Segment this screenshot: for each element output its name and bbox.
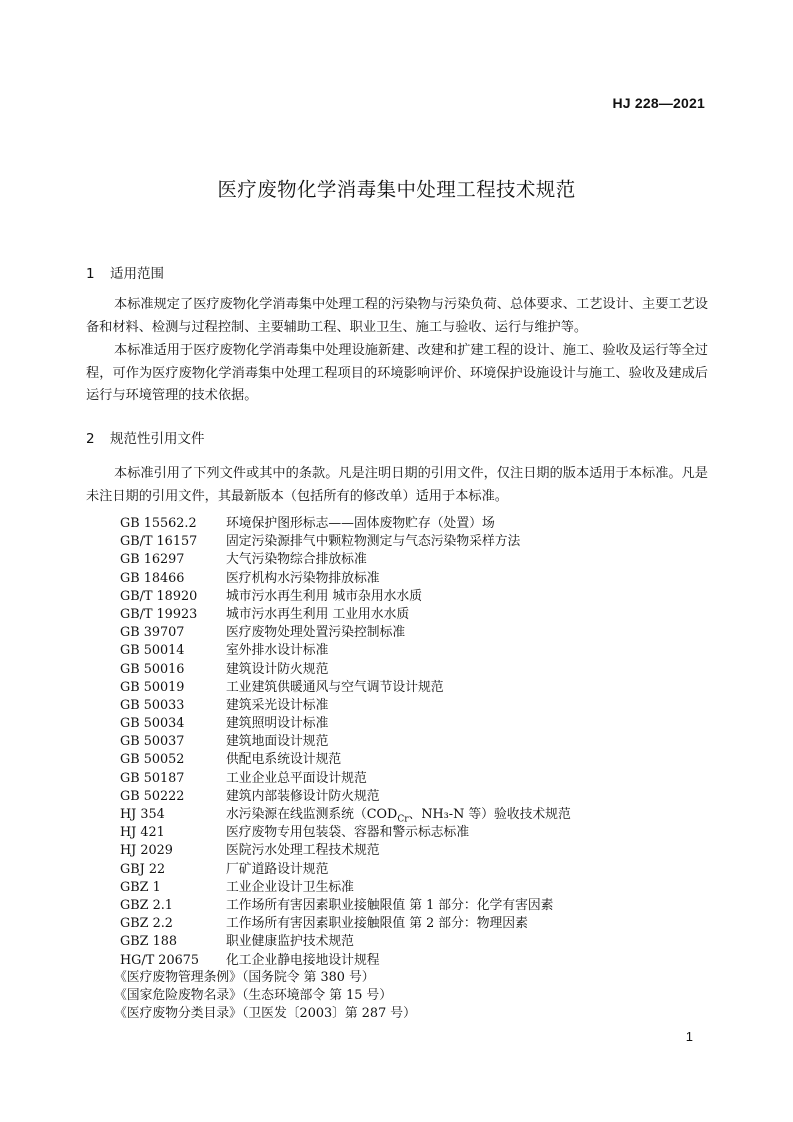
reference-name: 医疗废物处理处置污染控制标准 (226, 625, 406, 641)
section-heading-2 (86, 427, 205, 447)
reference-item (120, 770, 680, 788)
reference-item (120, 551, 680, 569)
reference-item (120, 533, 680, 551)
reference-item (120, 679, 680, 697)
reference-code: HJ 2029 (120, 843, 173, 859)
section-number: 1 (86, 266, 95, 282)
reference-item (120, 897, 680, 915)
reference-code: GB 50019 (120, 679, 185, 695)
reference-name: 职业健康监护技术规范 (226, 934, 354, 950)
reference-code: GB 50187 (120, 770, 185, 786)
section-1-paragraph-2: 本标准适用于医疗废物化学消毒集中处理设施新建、改建和扩建工程的设计、施工、验收及运行等全过程，可作为医疗废物化学消毒集中处理工程项目的环境影响评价、环境保护设施设计与施工、验收及建成后运行与环境管理的技术依据。 (86, 343, 708, 403)
reference-code: GB 50014 (120, 643, 185, 659)
reference-code: GB 15562.2 (120, 516, 197, 531)
section-title: 规范性引用文件 (110, 431, 205, 447)
reference-code: GB 50033 (120, 697, 185, 713)
reference-item (120, 788, 680, 806)
reference-item (120, 952, 680, 970)
section-title: 适用范围 (110, 266, 164, 282)
reference-name: 工业建筑供暖通风与空气调节设计规范 (226, 679, 444, 695)
standard-number: HJ 228—2021 (612, 95, 705, 111)
section-heading-1 (86, 262, 164, 282)
reference-name: 建筑照明设计标准 (226, 716, 329, 732)
reference-name: 建筑采光设计标准 (226, 697, 329, 713)
reference-item (120, 642, 680, 660)
reference-name-part: 水污染源在线监测系统（COD (226, 807, 398, 822)
reference-name: 城市污水再生利用 城市杂用水水质 (226, 588, 423, 604)
reference-item (120, 842, 680, 860)
reference-item (120, 515, 680, 533)
reference-item (120, 806, 680, 824)
reference-name: 医疗机构水污染物排放标准 (226, 570, 380, 586)
reference-code: GB 50222 (120, 788, 185, 804)
reference-item (120, 933, 680, 951)
reference-name: 医疗废物专用包装袋、容器和警示标志标准 (226, 825, 470, 841)
reference-item (120, 588, 680, 606)
document-title: 医疗废物化学消毒集中处理工程技术规范 (217, 178, 576, 201)
reference-item (120, 570, 680, 588)
reference-name: 建筑设计防火规范 (226, 661, 329, 677)
reference-item (120, 861, 680, 879)
reference-code: GBZ 2.2 (120, 916, 173, 932)
reference-item (120, 824, 680, 842)
reference-code: GB 50052 (120, 752, 185, 768)
reference-name: 建筑内部装修设计防火规范 (226, 788, 380, 804)
reference-code: GB 39707 (120, 625, 185, 641)
reference-code: GB/T 18920 (120, 588, 198, 604)
reference-name: 城市污水再生利用 工业用水水质 (226, 606, 410, 622)
reference-code: HJ 354 (120, 807, 165, 822)
reference-name-subscript: Cr (397, 814, 409, 825)
reference-code: GB/T 16157 (120, 534, 198, 550)
regulation-item: 《医疗废物分类目录》（卫医发〔2003〕第 287 号） (114, 1006, 416, 1022)
reference-name: 工作场所有害因素职业接触限值 第 2 部分：物理因素 (226, 916, 528, 932)
reference-item (120, 606, 680, 624)
regulation-list (114, 969, 416, 1024)
reference-name (226, 807, 571, 825)
reference-code: GBZ 1 (120, 879, 161, 895)
reference-name: 大气污染物综合排放标准 (226, 552, 367, 568)
reference-name: 厂矿道路设计规范 (226, 861, 329, 877)
regulation-item: 《医疗废物管理条例》（国务院令 第 380 号） (114, 970, 375, 985)
reference-code: GBZ 188 (120, 934, 178, 950)
reference-code: GB 16297 (120, 552, 185, 568)
reference-item (120, 879, 680, 897)
reference-item (120, 715, 680, 733)
reference-name: 供配电系统设计规范 (226, 752, 342, 768)
reference-name: 工业企业总平面设计规范 (226, 770, 367, 786)
reference-code: GBJ 22 (120, 861, 166, 877)
reference-item (120, 733, 680, 751)
reference-code: GB 50037 (120, 734, 185, 750)
reference-name: 建筑地面设计规范 (226, 734, 329, 750)
reference-name: 医院污水处理工程技术规范 (226, 843, 380, 859)
reference-item (120, 751, 680, 769)
reference-item (120, 624, 680, 642)
reference-code: GB/T 19923 (120, 606, 198, 622)
reference-name: 工业企业设计卫生标准 (226, 879, 354, 895)
section-2-paragraph-1: 本标准引用了下列文件或其中的条款。凡是注明日期的引用文件，仅注日期的版本适用于本标准。凡是未注日期的引用文件，其最新版本（包括所有的修改单）适用于本标准。 (86, 466, 708, 504)
reference-name: 化工企业静电接地设计规程 (226, 952, 380, 968)
reference-name: 环境保护图形标志——固体废物贮存（处置）场 (226, 516, 495, 531)
reference-code: GBZ 2.1 (120, 897, 173, 913)
reference-code: HJ 421 (120, 825, 165, 841)
section-1-paragraph-1: 本标准规定了医疗废物化学消毒集中处理工程的污染物与污染负荷、总体要求、工艺设计、主要工艺设备和材料、检测与过程控制、主要辅助工程、职业卫生、施工与验收、运行与维护等。 (86, 297, 708, 335)
reference-code: GB 50016 (120, 661, 185, 677)
reference-code: HG/T 20675 (120, 952, 200, 968)
reference-name-part: 、NH₃-N 等）验收技术规范 (408, 807, 571, 822)
reference-item (120, 915, 680, 933)
section-number: 2 (86, 431, 95, 447)
reference-name: 工作场所有害因素职业接触限值 第 1 部分：化学有害因素 (226, 897, 554, 913)
reference-code: GB 18466 (120, 570, 185, 586)
reference-item (120, 697, 680, 715)
reference-code: GB 50034 (120, 716, 185, 732)
page-number: 1 (685, 1029, 693, 1044)
regulation-item: 《国家危险废物名录》（生态环境部令 第 15 号） (114, 988, 393, 1004)
reference-list (120, 515, 680, 970)
reference-name: 固定污染源排气中颗粒物测定与气态污染物采样方法 (226, 534, 521, 550)
reference-item (120, 661, 680, 679)
reference-name: 室外排水设计标准 (226, 643, 329, 659)
